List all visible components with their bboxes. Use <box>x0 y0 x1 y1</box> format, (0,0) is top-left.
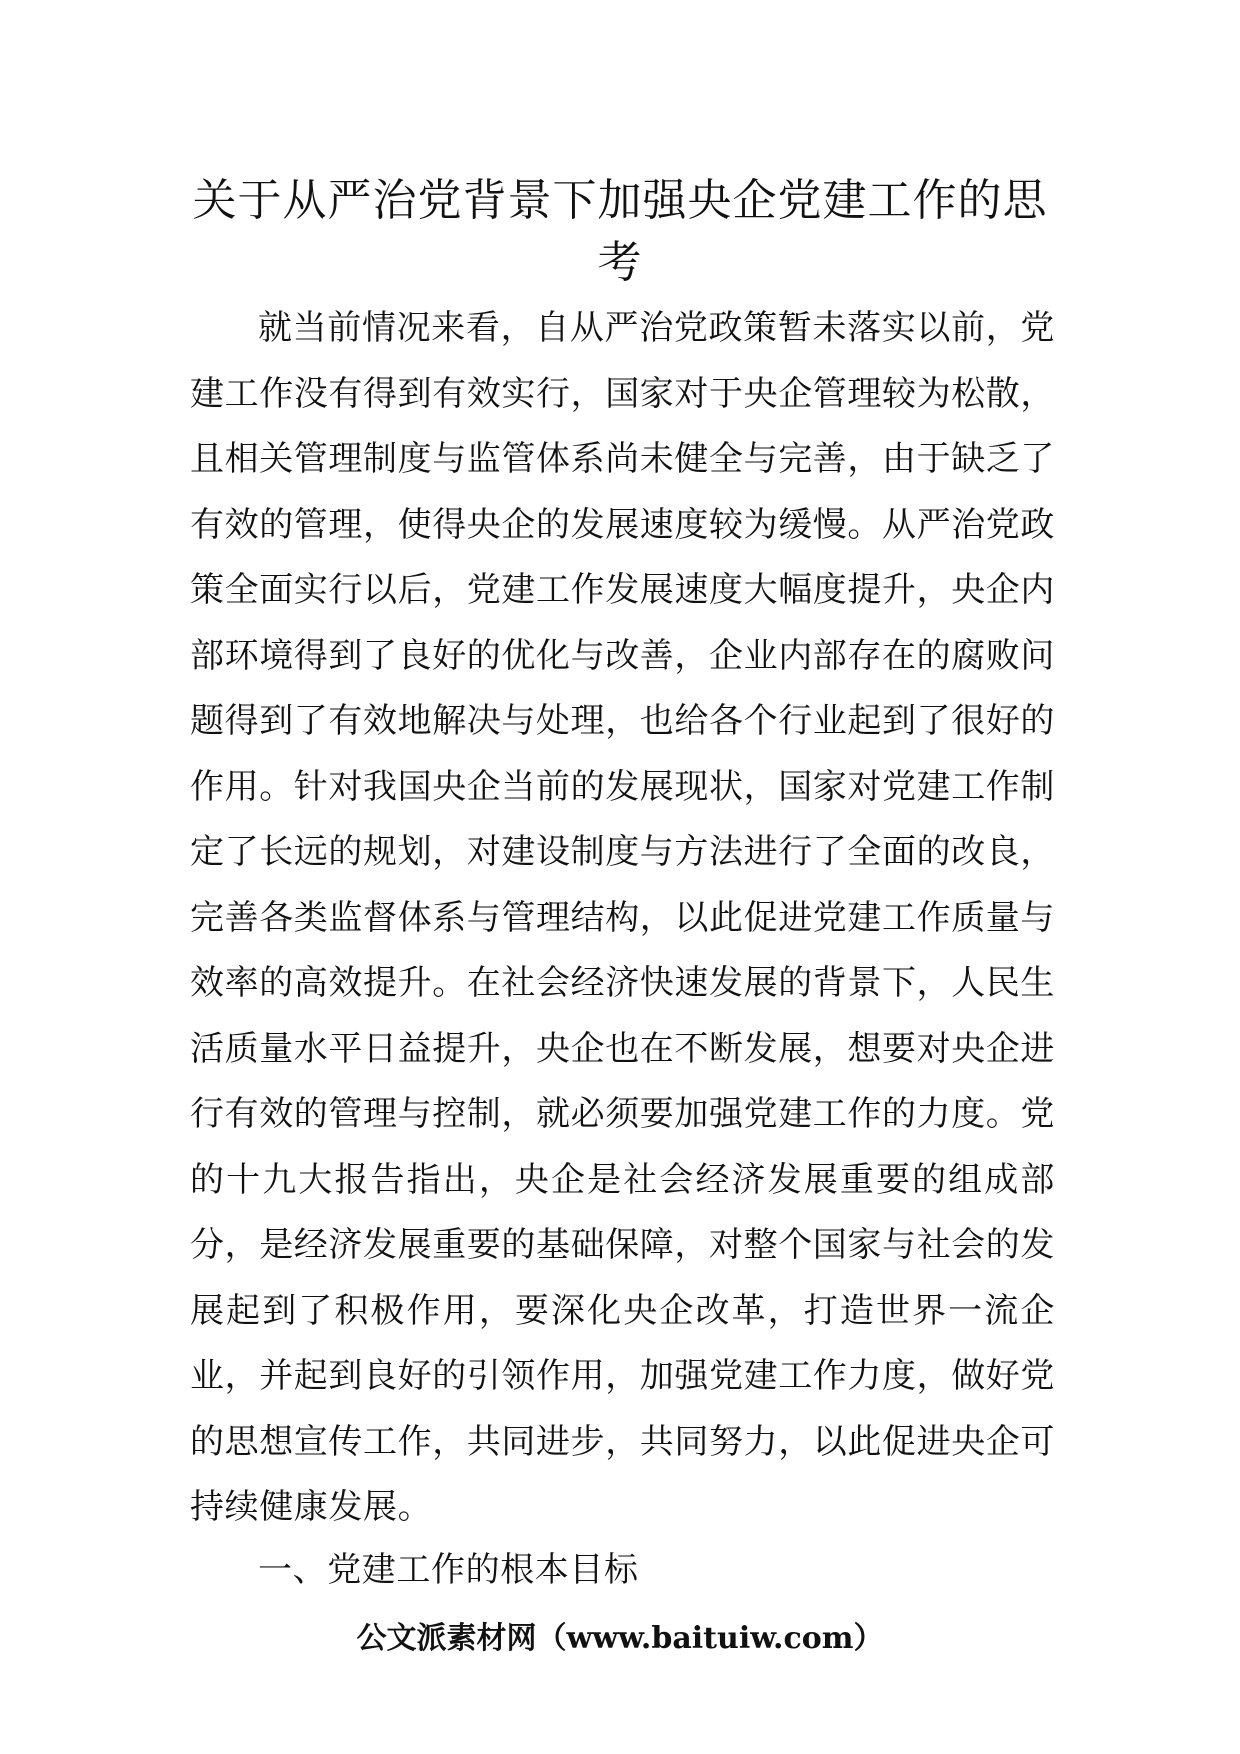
footer-watermark: 公文派素材网（www.baituiw.com） <box>356 1621 884 1656</box>
document-title: 关于从严治党背景下加强央企党建工作的思考 <box>192 175 1048 288</box>
body-paragraph: 就当前情况来看，自从严治党政策暂未落实以前，党建工作没有得到有效实行，国家对于央企管理较为松散，且相关管理制度与监管体系尚未健全与完善，由于缺乏了有效的管理，使得央企的发展速度较为缓慢。从严治党政策全面实行以后，党建工作发展速度大幅度提升，央企内部环境得到了良好的优化与改善，企业内部存在的腐败问题得到了有效地解决与处理，也给各个行业起到了很好的作用。针对我国央企当前的发展现状，国家对党建工作制定了长远的规划，对建设制度与方法进行了全面的改良，完善各类监督体系与管理结构，以此促进党建工作质量与效率的高效提升。在社会经济快速发展的背景下，人民生活质量水平日益提升，央企也在不断发展，想要对央企进行有效的管理与控制，就必须要加强党建工作的力度。党的十九大报告指出，央企是社会经济发展重要的组成部分，是经济发展重要的基础保障，对整个国家与社会的发展起到了积极作用，要深化央企改革，打造世界一流企业，并起到良好的引领作用，加强党建工作力度，做好党的思想宣传工作，共同进步，共同努力，以此促进央企可持续健康发展。 <box>190 308 1055 1527</box>
section-heading: 一、党建工作的根本目标 <box>258 1550 639 1590</box>
